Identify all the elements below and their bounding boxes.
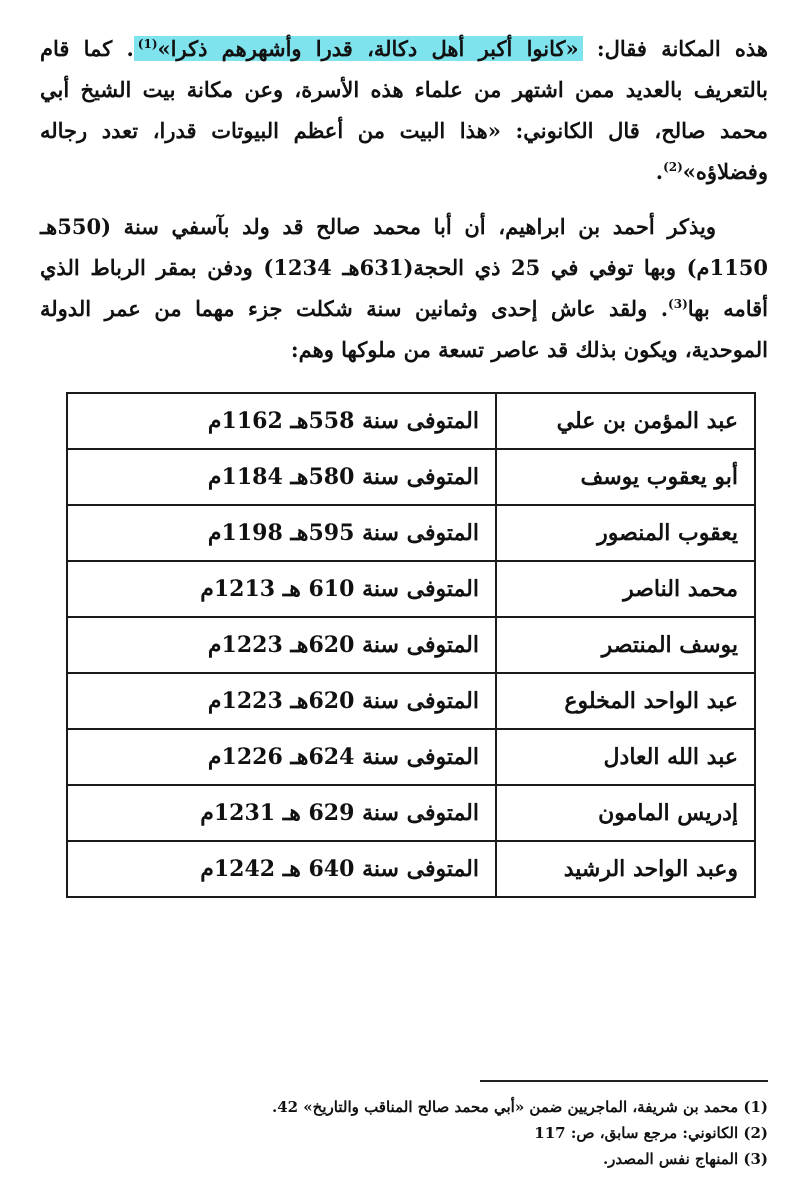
footnote-separator	[480, 1080, 768, 1082]
footnote-ref-1[interactable]: (1)	[137, 37, 158, 51]
ruler-name: إدريس المامون	[496, 785, 755, 841]
ruler-death: المتوفى سنة 620هـ 1223م	[67, 673, 496, 729]
ruler-death: المتوفى سنة 610 هـ 1213م	[67, 561, 496, 617]
table-row	[67, 449, 755, 505]
page-body	[40, 28, 768, 898]
rulers-table-body	[67, 393, 755, 897]
para2-text-b: . ولقد عاش إحدى وثمانين سنة شكلت جزء مهما من عمر الدولة الموحدية، ويكون بذلك قد عاصر تسعة من ملوكها وهم:	[40, 296, 768, 362]
footnote-ref-2[interactable]: (2)	[663, 160, 683, 174]
para1-end: .	[655, 159, 664, 184]
ruler-death: المتوفى سنة 629 هـ 1231م	[67, 785, 496, 841]
footnotes	[40, 1094, 768, 1172]
ruler-name: عبد الواحد المخلوع	[496, 673, 755, 729]
footnote-3: (3) المنهاج نفس المصدر.	[602, 1150, 768, 1168]
table-row	[67, 505, 755, 561]
ruler-name: وعبد الواحد الرشيد	[496, 841, 755, 897]
para1-body: كما قام بالتعريف بالعديد ممن اشتهر من علماء هذه الأسرة، وعن مكانة بيت الشيخ أبي محمد صالح، قال الكانوني: «هذا البيت من أعظم البيوتات قدرا، تعدد رجاله وفضلاؤه»	[40, 36, 768, 184]
paragraph-2	[40, 206, 768, 370]
para1-lead: هذه المكانة فقال:	[596, 36, 769, 61]
ruler-death: المتوفى سنة 580هـ 1184م	[67, 449, 496, 505]
table-row	[67, 785, 755, 841]
footnote-1: (1) محمد بن شريفة، الماجريين ضمن «أبي محمد صالح المناقب والتاريخ» 42.	[271, 1098, 768, 1116]
table-row	[67, 561, 755, 617]
highlighted-quote[interactable]	[134, 36, 583, 61]
ruler-name: يعقوب المنصور	[496, 505, 755, 561]
footnote-ref-3[interactable]: (3)	[668, 297, 688, 311]
ruler-name: أبو يعقوب يوسف	[496, 449, 755, 505]
para2-text-a: ويذكر أحمد بن ابراهيم، أن أبا محمد صالح قد ولد بآسفي سنة (550هـ 1150م) وبها توفي في 25 ذي الحجة(631هـ 1234) ودفن بمقر الرباط الذي أقامه بها	[40, 214, 768, 321]
ruler-name: عبد الله العادل	[496, 729, 755, 785]
ruler-death: المتوفى سنة 624هـ 1226م	[67, 729, 496, 785]
rulers-table	[66, 392, 756, 898]
ruler-name: يوسف المنتصر	[496, 617, 755, 673]
ruler-death: المتوفى سنة 620هـ 1223م	[67, 617, 496, 673]
paragraph-1	[40, 28, 768, 192]
table-row	[67, 617, 755, 673]
ruler-name: عبد المؤمن بن علي	[496, 393, 755, 449]
para1-after-quote: .	[126, 36, 134, 61]
quote-text: «كانوا أكبر أهل دكالة، قدرا وأشهرهم ذكرا»	[157, 36, 579, 61]
ruler-death: المتوفى سنة 640 هـ 1242م	[67, 841, 496, 897]
ruler-name: محمد الناصر	[496, 561, 755, 617]
footnote-2: (2) الكانوني: مرجع سابق، ص: 117	[534, 1124, 768, 1142]
table-row	[67, 729, 755, 785]
ruler-death: المتوفى سنة 595هـ 1198م	[67, 505, 496, 561]
table-row	[67, 393, 755, 449]
ruler-death: المتوفى سنة 558هـ 1162م	[67, 393, 496, 449]
table-row	[67, 673, 755, 729]
table-row	[67, 841, 755, 897]
